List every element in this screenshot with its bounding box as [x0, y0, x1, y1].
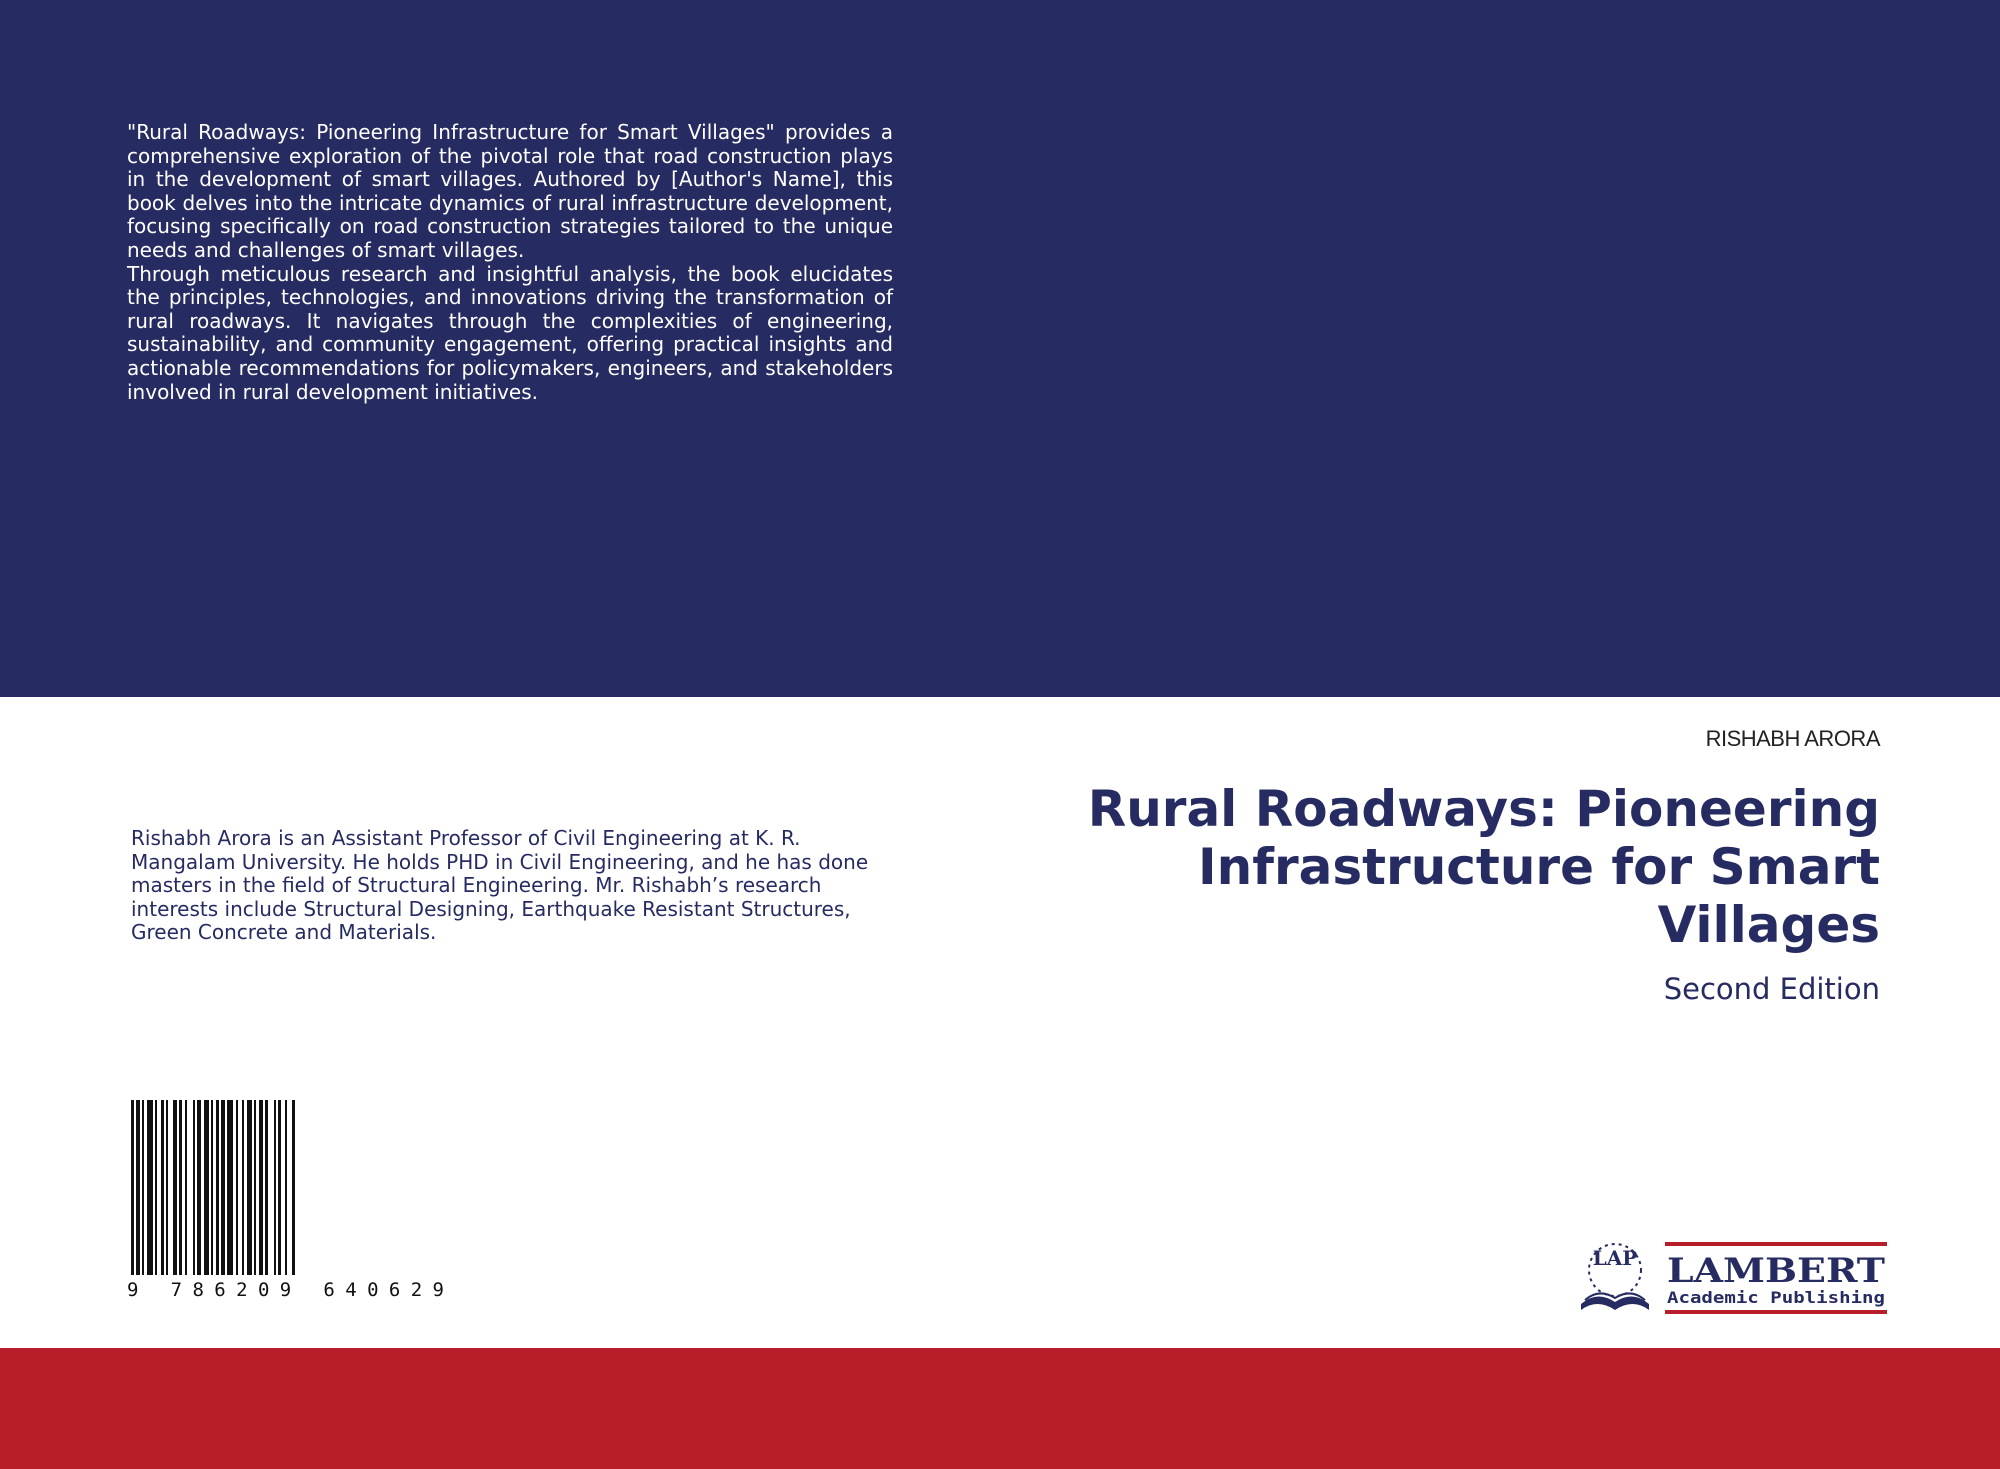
barcode-bar	[216, 1100, 219, 1275]
book-title: Rural Roadways: Pioneering Infrastructure for Smart Villages	[1087, 780, 1880, 954]
barcode-bar	[292, 1100, 295, 1275]
barcode-bar	[147, 1100, 153, 1275]
barcode-bar	[179, 1100, 182, 1275]
barcode-bar	[285, 1100, 287, 1275]
barcode-bar	[211, 1100, 213, 1275]
barcode-bar	[136, 1100, 140, 1275]
barcode-bar	[142, 1100, 144, 1275]
barcode-bars	[131, 1100, 295, 1275]
barcode-bar	[161, 1100, 164, 1275]
barcode-bar	[197, 1100, 201, 1275]
publisher-name: LAMBERT	[1667, 1251, 1885, 1291]
barcode-bar	[166, 1100, 168, 1275]
book-emblem-icon	[1581, 1244, 1649, 1310]
barcode-bar	[204, 1100, 209, 1275]
publisher-subtitle: Academic Publishing	[1667, 1288, 1885, 1307]
barcode-bar	[155, 1100, 157, 1275]
publisher-logo	[1575, 1230, 1895, 1320]
barcode-bar	[227, 1100, 233, 1275]
barcode-bar	[236, 1100, 238, 1275]
barcode-bar	[265, 1100, 268, 1275]
barcode-bar	[254, 1100, 256, 1275]
barcode-bar	[221, 1100, 225, 1275]
barcode-bar	[259, 1100, 263, 1275]
bottom-red-band	[0, 1348, 2000, 1469]
barcode-bar	[242, 1100, 244, 1275]
isbn-number: 9 786209 640629	[127, 1279, 444, 1300]
barcode-bar	[131, 1100, 134, 1275]
author-name: RISHABH ARORA	[1705, 726, 1880, 751]
barcode-bar	[185, 1100, 187, 1275]
blurb-paragraph-2: Through meticulous research and insightful analysis, the book elucidates the principles, technologies, and innovations driving the transformation of rural roadways. It navigates through the complexities of engineering, sustainability, and community engagement, offering practical insights and actionable recommendations for policymakers, engineers, and stakeholders involved in rural development initiatives.	[127, 261, 893, 404]
isbn-barcode	[127, 1100, 458, 1300]
barcode-bar	[274, 1100, 276, 1275]
barcode-bar	[193, 1100, 195, 1275]
blurb-paragraph-1: "Rural Roadways: Pioneering Infrastructure for Smart Villages" provides a comprehensive exploration of the pivotal role that road construction plays in the development of smart villages. Authored by [Author's Name], this book delves into the intricate dynamics of rural infrastructure development, focusing specifically on road construction strategies tailored to the unique needs and challenges of smart villages.	[127, 120, 893, 262]
back-cover-blurb	[127, 121, 893, 404]
barcode-bar	[173, 1100, 177, 1275]
barcode-bar	[247, 1100, 252, 1275]
edition-label: Second Edition	[1663, 972, 1880, 1006]
publisher-emblem-text: LAP	[1592, 1246, 1638, 1270]
barcode-bar	[278, 1100, 281, 1275]
author-bio: Rishabh Arora is an Assistant Professor of Civil Engineering at K. R. Mangalam University. He holds PHD in Civil Engineering, and he has done masters in the field of Structural Engineering. Mr. Rishabh’s research interests include Structural Designing, Earthquake Resistant Structures, Green Concrete and Materials.	[131, 826, 869, 945]
